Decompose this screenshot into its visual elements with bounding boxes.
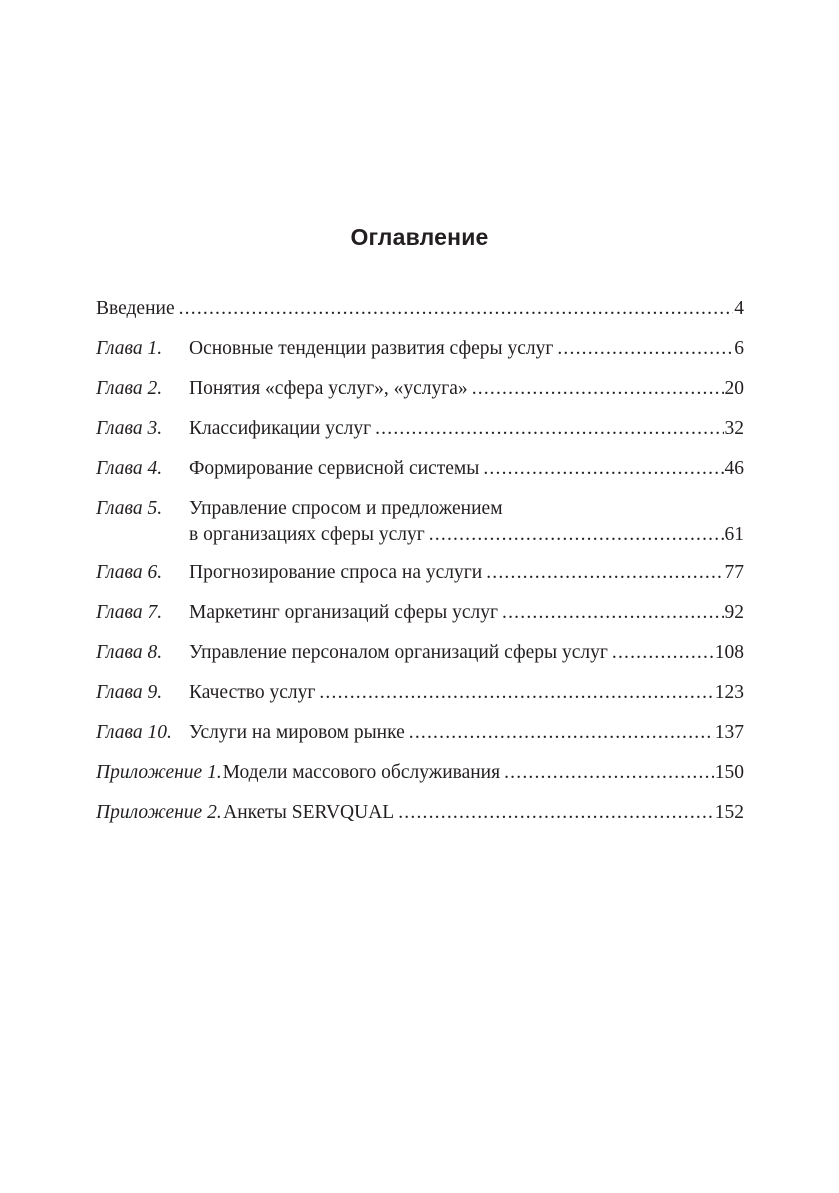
toc-entry-label: Приложение 2. (96, 802, 222, 823)
dot-leader (612, 640, 714, 666)
toc-entry-page: 137 (714, 722, 744, 743)
dot-leader (409, 720, 714, 746)
toc-entry-page: 108 (714, 642, 744, 663)
toc-entry-chapter-7 (96, 600, 744, 640)
toc-entry-text: Основные тенденции развития сферы услуг (189, 338, 554, 359)
toc-entry-page: 77 (724, 562, 744, 583)
toc-entry-text: Качество услуг (189, 682, 316, 703)
toc-entry-text: Формирование сервисной системы (189, 458, 480, 479)
toc-entry-label: Глава 10. (96, 722, 172, 743)
toc-entry-page: 150 (714, 762, 744, 783)
toc-entry-text: Понятия «сфера услуг», «услуга» (189, 378, 468, 399)
toc-entry-text: Классификации услуг (189, 418, 372, 439)
toc-entry-text: Прогнозирование спроса на услуги (189, 562, 483, 583)
toc-entry-chapter-3 (96, 416, 744, 456)
toc-entry-appendix-1 (96, 760, 744, 800)
dot-leader (504, 760, 714, 786)
toc-entry-text: в организациях сферы услуг (189, 524, 425, 545)
dot-leader (483, 456, 723, 482)
dot-leader (472, 376, 724, 402)
toc-entry-chapter-6 (96, 560, 744, 600)
toc-entry-page: 6 (734, 338, 744, 359)
toc-entry-chapter-8 (96, 640, 744, 680)
toc-entry-text-line1: Управление спросом и предложением (189, 498, 503, 519)
toc-entry-text: Модели массового обслуживания (222, 762, 501, 783)
dot-leader (502, 600, 723, 626)
toc-entry-chapter-2 (96, 376, 744, 416)
table-of-contents (96, 296, 744, 840)
toc-entry-chapter-4 (96, 456, 744, 496)
toc-entry-page: 123 (714, 682, 744, 703)
dot-leader (179, 296, 734, 322)
toc-entry-label: Глава 2. (96, 378, 163, 399)
toc-entry-appendix-2 (96, 800, 744, 840)
toc-entry-label: Глава 3. (96, 418, 163, 439)
toc-entry-text: Услуги на мировом рынке (189, 722, 405, 743)
toc-entry-label: Глава 7. (96, 602, 163, 623)
toc-entry-label: Глава 8. (96, 642, 163, 663)
toc-entry-label: Глава 4. (96, 458, 163, 479)
toc-entry-text: Маркетинг организаций сферы услуг (189, 602, 499, 623)
toc-entry-chapter-9 (96, 680, 744, 720)
toc-entry-introduction (96, 296, 744, 336)
toc-entry-page: 4 (734, 298, 744, 319)
dot-leader (319, 680, 713, 706)
toc-entry-label: Глава 5. (96, 498, 163, 519)
toc-entry-text: Введение (96, 298, 175, 319)
dot-leader (398, 800, 714, 826)
dot-leader (429, 522, 724, 548)
toc-entry-chapter-10 (96, 720, 744, 760)
toc-entry-chapter-5 (96, 496, 744, 560)
toc-entry-text: Управление персоналом организаций сферы услуг (189, 642, 608, 663)
toc-entry-label: Глава 1. (96, 338, 163, 359)
toc-entry-page: 92 (724, 602, 744, 623)
toc-entry-page: 20 (724, 378, 744, 399)
page-title: Оглавление (350, 224, 489, 250)
toc-entry-label: Приложение 1. (96, 762, 222, 783)
dot-leader (375, 416, 723, 442)
toc-entry-page: 61 (724, 524, 744, 545)
toc-entry-text: Анкеты SERVQUAL (223, 802, 395, 823)
dot-leader (486, 560, 723, 586)
toc-entry-page: 32 (724, 418, 744, 439)
toc-entry-chapter-1 (96, 336, 744, 376)
toc-entry-page: 46 (724, 458, 744, 479)
dot-leader (557, 336, 733, 362)
toc-entry-label: Глава 6. (96, 562, 163, 583)
toc-entry-page: 152 (714, 802, 744, 823)
toc-entry-label: Глава 9. (96, 682, 163, 703)
